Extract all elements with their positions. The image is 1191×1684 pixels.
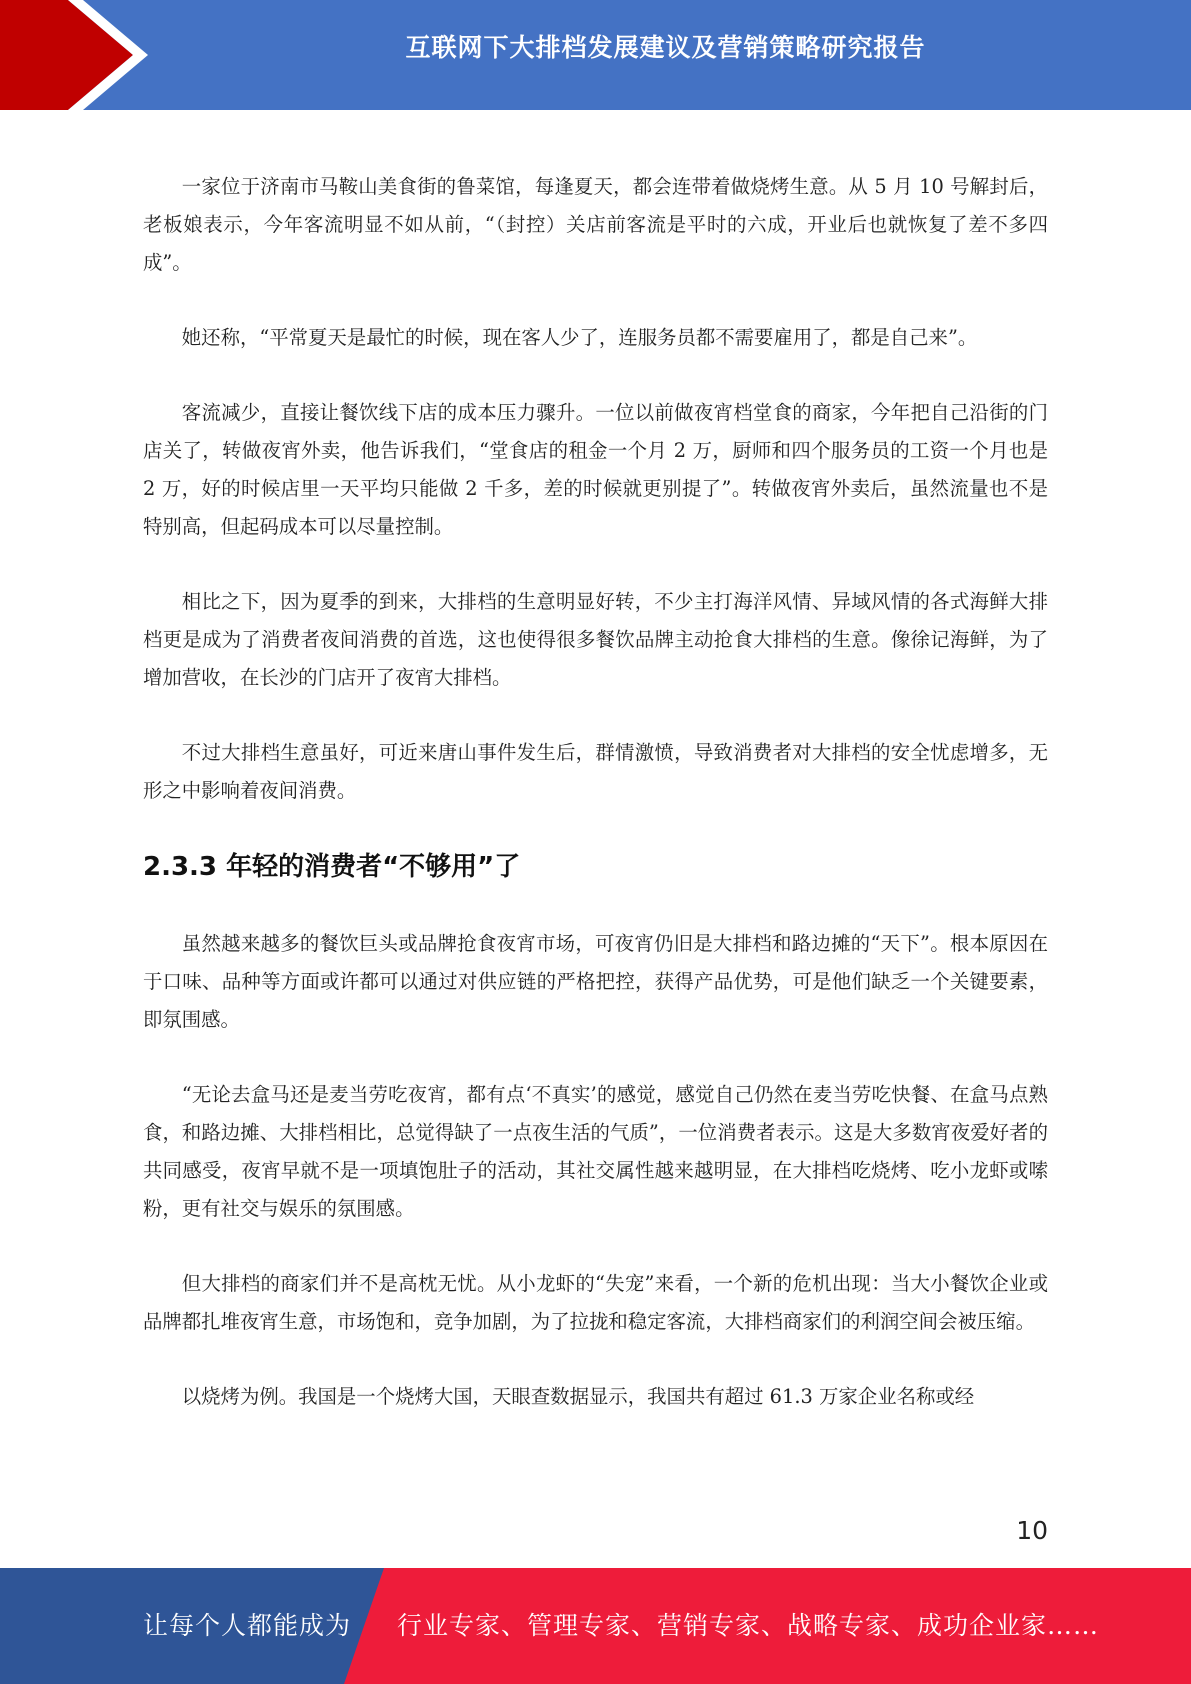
page-header [0,0,1191,110]
paragraph: 她还称，“平常夏天是最忙的时候，现在客人少了，连服务员都不需要雇用了，都是自己来”。 [181,326,978,349]
paragraph: 相比之下，因为夏季的到来，大排档的生意明显好转，不少主打海洋风情、异域风情的各式海鲜大排档更是成为了消费者夜间消费的首选，这也使得很多餐饮品牌主动抢食大排档的生意。像徐记海鲜，为了增加营收，在长沙的门店开了夜宵大排档。 [143,590,1048,689]
paragraph: “无论去盒马还是麦当劳吃夜宵，都有点‘不真实’的感觉，感觉自己仍然在麦当劳吃快餐、在盒马点熟食，和路边摊、大排档相比，总觉得缺了一点夜生活的气质”，一位消费者表示。这是大多数宵夜爱好者的共同感受，夜宵早就不是一项填饱肚子的活动，其社交属性越来越明显，在大排档吃烧烤、吃小龙虾或嗦粉，更有社交与娱乐的氛围感。 [143,1083,1048,1220]
paragraph: 一家位于济南市马鞍山美食街的鲁菜馆，每逢夏天，都会连带着做烧烤生意。从 5 月 10 号解封后，老板娘表示，今年客流明显不如从前，“（封控）关店前客流是平时的六成，开业后也就恢复了差不多四成”。 [143,175,1048,274]
footer-slogan-right: 行业专家、管理专家、营销专家、战略专家、成功企业家…… [397,1611,1100,1640]
footer-slogan-left: 让每个人都能成为 [143,1611,352,1640]
paragraph: 不过大排档生意虽好，可近来唐山事件发生后，群情激愤，导致消费者对大排档的安全忧虑增多，无形之中影响着夜间消费。 [143,741,1048,802]
page-content [143,168,1048,1453]
page-number: 10 [1016,1516,1048,1545]
page-footer [0,1568,1191,1684]
header-arrow-icon [0,0,160,110]
paragraph: 以烧烤为例。我国是一个烧烤大国，天眼查数据显示，我国共有超过 61.3 万家企业名称或经 [181,1385,975,1408]
header-title: 互联网下大排档发展建议及营销策略研究报告 [405,33,926,62]
paragraph: 但大排档的商家们并不是高枕无忧。从小龙虾的“失宠”来看，一个新的危机出现：当大小餐饮企业或品牌都扎堆夜宵生意，市场饱和，竞争加剧，为了拉拢和稳定客流，大排档商家们的利润空间会被压缩。 [143,1272,1048,1333]
paragraph: 客流减少，直接让餐饮线下店的成本压力骤升。一位以前做夜宵档堂食的商家，今年把自己沿街的门店关了，转做夜宵外卖，他告诉我们，“堂食店的租金一个月 2 万，厨师和四个服务员的工资一个月也是 2 万，好的时候店里一天平均只能做 2 千多，差的时候就更别提了”。转做夜宵外卖后，虽然流量也不是特别高，但起码成本可以尽量控制。 [143,401,1048,538]
section-heading: 2.3.3 年轻的消费者“不够用”了 [143,852,521,882]
paragraph: 虽然越来越多的餐饮巨头或品牌抢食夜宵市场，可夜宵仍旧是大排档和路边摊的“天下”。根本原因在于口味、品种等方面或许都可以通过对供应链的严格把控，获得产品优势，可是他们缺乏一个关键要素，即氛围感。 [143,932,1048,1031]
header-red-arrow [0,0,133,110]
